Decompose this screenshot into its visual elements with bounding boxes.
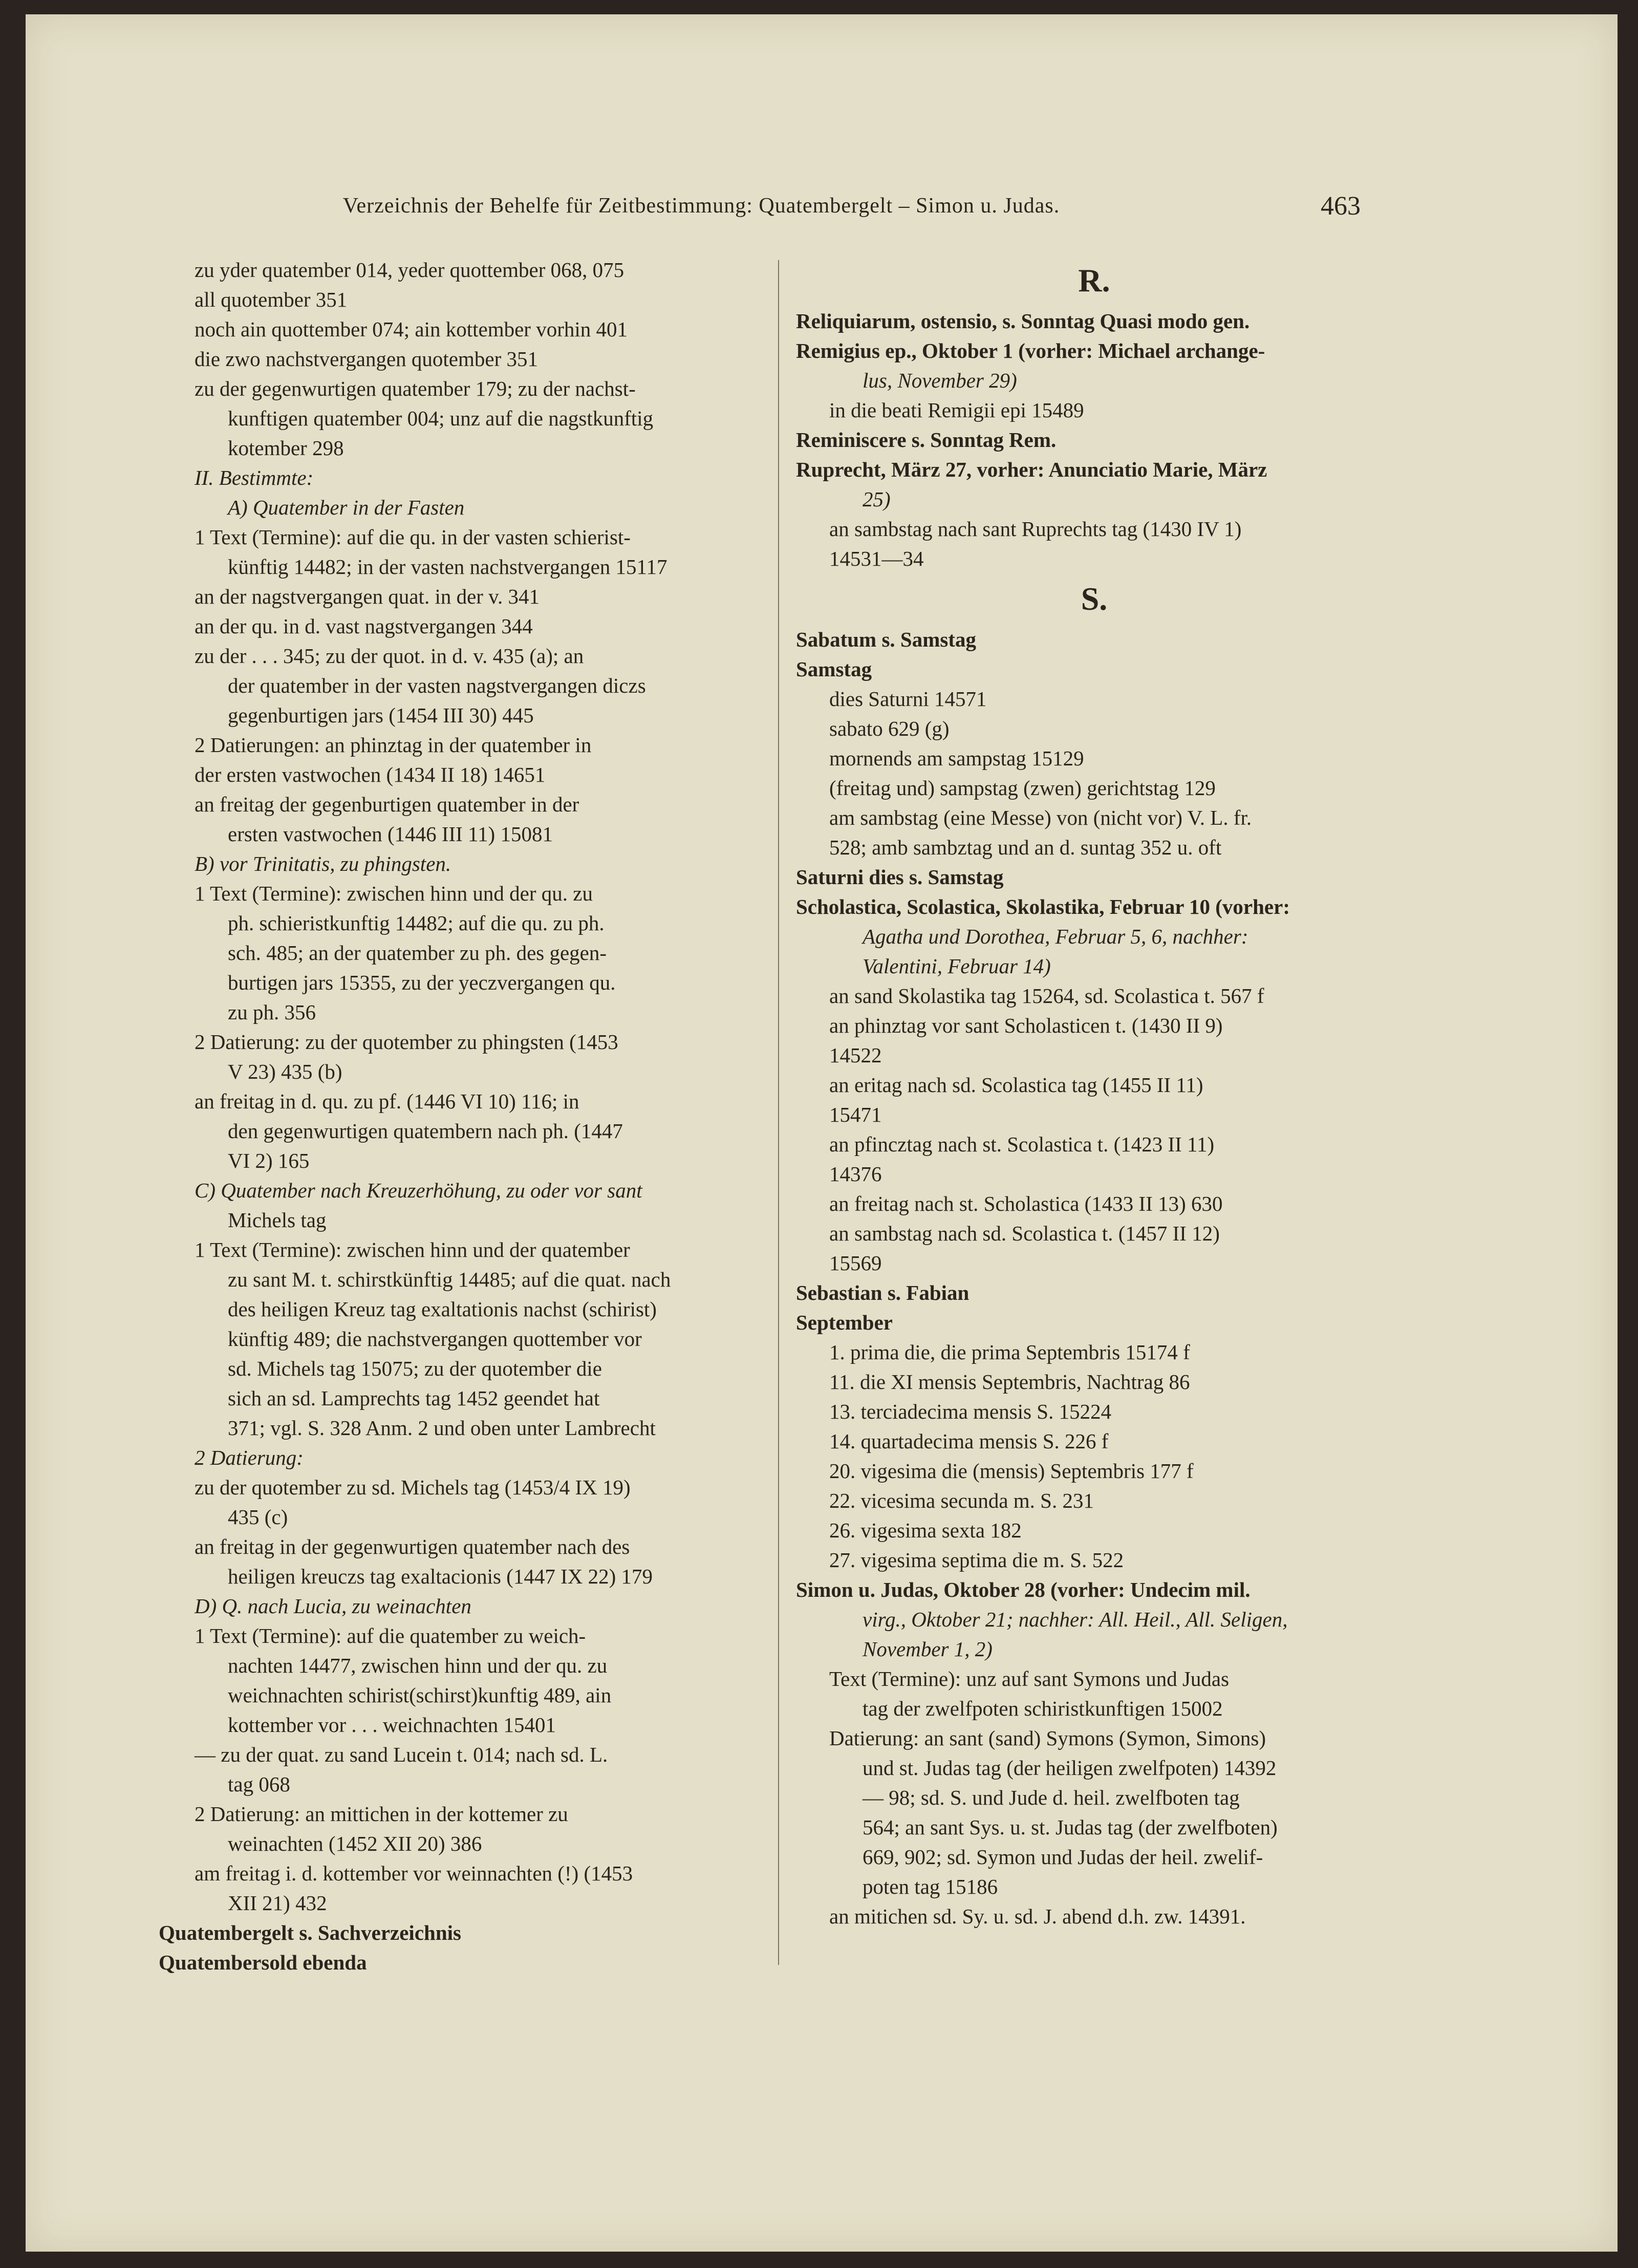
text-line: tag 068: [228, 1772, 290, 1796]
text-line: II. Bestimmte:: [195, 466, 314, 489]
text-line: den gegenwurtigen quatembern nach ph. (1447: [228, 1119, 623, 1143]
text-line: an phinztag vor sant Scholasticen t. (1430 II 9): [829, 1014, 1223, 1037]
text-line: November 1, 2): [863, 1637, 993, 1661]
entry-heading-line: Scholastica, Scolastica, Skolastika, Februar 10 (vorher:: [796, 895, 1290, 918]
text-line: 1 Text (Termine): auf die quatember zu weich-: [195, 1624, 586, 1647]
entry-heading-line: Quatembergelt s. Sachverzeichnis: [159, 1921, 461, 1944]
text-line: tag der zwelfpoten schiristkunftigen 15002: [863, 1697, 1223, 1720]
entry-heading-line: Simon u. Judas, Oktober 28 (vorher: Undecim mil.: [796, 1578, 1251, 1601]
text-line: nachten 14477, zwischen hinn und der qu. zu: [228, 1654, 608, 1677]
text-line: am sambstag (eine Messe) von (nicht vor) V. L. fr.: [829, 806, 1252, 829]
text-line: kunftigen quatember 004; unz auf die nagstkunftig: [228, 406, 654, 430]
text-line: ph. schieristkunftig 14482; auf die qu. zu ph.: [228, 911, 605, 935]
text-line: XII 21) 432: [228, 1891, 327, 1915]
text-line: der ersten vastwochen (1434 II 18) 14651: [195, 763, 546, 786]
text-line: 13. terciadecima mensis S. 15224: [829, 1400, 1112, 1423]
left-column: [159, 255, 778, 1977]
text-line: zu der quotember zu sd. Michels tag (1453/4 IX 19): [195, 1475, 631, 1499]
text-line: 22. vicesima secunda m. S. 231: [829, 1489, 1094, 1512]
text-line: 20. vigesima die (mensis) Septembris 177 f: [829, 1459, 1194, 1483]
text-line: kottember vor . . . weichnachten 15401: [228, 1713, 556, 1737]
text-line: weinachten (1452 XII 20) 386: [228, 1832, 482, 1855]
text-line: sch. 485; an der quatember zu ph. des gegen-: [228, 941, 607, 965]
text-line: 1 Text (Termine): auf die qu. in der vasten schierist-: [195, 525, 631, 549]
entry-heading-line: Ruprecht, März 27, vorher: Anunciatio Marie, März: [796, 458, 1267, 481]
text-line: Agatha und Dorothea, Februar 5, 6, nachher:: [863, 925, 1248, 948]
document-page: [26, 14, 1618, 2252]
text-line: an pfincztag nach st. Scolastica t. (1423 II 11): [829, 1132, 1215, 1156]
text-line: all quotember 351: [195, 288, 348, 311]
text-line: ersten vastwochen (1446 III 11) 15081: [228, 822, 553, 846]
text-line: Michels tag: [228, 1208, 327, 1232]
text-line: 564; an sant Sys. u. st. Judas tag (der zwelfboten): [863, 1815, 1278, 1839]
text-line: mornends am sampstag 15129: [829, 746, 1084, 770]
text-line: 435 (c): [228, 1505, 288, 1529]
text-line: an freitag in der gegenwurtigen quatember nach des: [195, 1535, 630, 1558]
column-divider: [778, 260, 779, 1965]
text-line: zu der gegenwurtigen quatember 179; zu der nachst-: [195, 377, 636, 400]
entry-heading-line: Reminiscere s. Sonntag Rem.: [796, 428, 1057, 452]
text-line: sd. Michels tag 15075; zu der quotember die: [228, 1357, 602, 1380]
text-line: 528; amb sambztag und an d. suntag 352 u. oft: [829, 836, 1222, 859]
page-number: 463: [1321, 191, 1361, 221]
text-line: A) Quatember in der Fasten: [228, 496, 465, 519]
text-line: kotember 298: [228, 436, 344, 460]
text-line: sabato 629 (g): [829, 717, 950, 740]
text-line: 371; vgl. S. 328 Anm. 2 und oben unter Lambrecht: [228, 1416, 656, 1440]
section-letter: S.: [1081, 581, 1108, 617]
text-line: dies Saturni 14571: [829, 687, 987, 711]
entry-heading-line: Samstag: [796, 657, 872, 681]
text-line: 15471: [829, 1103, 882, 1126]
text-line: (freitag und) sampstag (zwen) gerichtstag 129: [829, 776, 1216, 800]
text-line: 14. quartadecima mensis S. 226 f: [829, 1429, 1109, 1453]
text-line: zu sant M. t. schirstkünftig 14485; auf die quat. nach: [228, 1268, 671, 1291]
text-line: an sambstag nach sant Ruprechts tag (1430 IV 1): [829, 517, 1242, 541]
text-line: an freitag nach st. Scholastica (1433 II 13) 630: [829, 1192, 1223, 1215]
text-line: poten tag 15186: [863, 1875, 998, 1898]
text-line: Text (Termine): unz auf sant Symons und Judas: [829, 1667, 1230, 1691]
text-line: 1. prima die, die prima Septembris 15174 f: [829, 1340, 1190, 1364]
text-line: an eritag nach sd. Scolastica tag (1455 II 11): [829, 1073, 1203, 1097]
text-line: die zwo nachstvergangen quotember 351: [195, 347, 538, 371]
text-line: an freitag in d. qu. zu pf. (1446 VI 10) 116; in: [195, 1089, 579, 1113]
text-line: an sambstag nach sd. Scolastica t. (1457 II 12): [829, 1222, 1220, 1245]
text-line: an sand Skolastika tag 15264, sd. Scolastica t. 567 f: [829, 984, 1264, 1008]
text-line: lus, November 29): [863, 369, 1017, 392]
text-line: an mitichen sd. Sy. u. sd. J. abend d.h. zw. 14391.: [829, 1905, 1246, 1928]
text-line: sich an sd. Lamprechts tag 1452 geendet hat: [228, 1386, 600, 1410]
text-line: zu der . . . 345; zu der quot. in d. v. 435 (a); an: [195, 644, 584, 668]
text-line: 14531—34: [829, 547, 924, 570]
entry-heading-line: Sabatum s. Samstag: [796, 628, 976, 651]
text-line: 1 Text (Termine): zwischen hinn und der qu. zu: [195, 882, 593, 905]
text-line: am freitag i. d. kottember vor weinnachten (!) (1453: [195, 1862, 633, 1885]
text-line: 27. vigesima septima die m. S. 522: [829, 1548, 1124, 1572]
text-line: 1 Text (Termine): zwischen hinn und der quatember: [195, 1238, 630, 1261]
entry-heading-line: September: [796, 1311, 893, 1334]
text-line: 2 Datierungen: an phinztag in der quatember in: [195, 733, 592, 757]
text-line: D) Q. nach Lucia, zu weinachten: [195, 1594, 471, 1618]
text-line: 2 Datierung: zu der quotember zu phingsten (1453: [195, 1030, 618, 1054]
text-line: burtigen jars 15355, zu der yeczvergangen qu.: [228, 971, 616, 994]
text-line: VI 2) 165: [228, 1149, 310, 1172]
text-line: heiligen kreuczs tag exaltacionis (1447 IX 22) 179: [228, 1565, 653, 1588]
text-line: V 23) 435 (b): [228, 1060, 342, 1083]
right-column: [796, 255, 1392, 1931]
text-line: C) Quatember nach Kreuzerhöhung, zu oder vor sant: [195, 1179, 642, 1202]
text-line: noch ain quottember 074; ain kottember vorhin 401: [195, 317, 628, 341]
text-line: virg., Oktober 21; nachher: All. Heil., All. Seligen,: [863, 1608, 1288, 1631]
text-line: 26. vigesima sexta 182: [829, 1518, 1022, 1542]
text-line: 15569: [829, 1251, 882, 1275]
text-line: 14376: [829, 1162, 882, 1186]
text-line: — zu der quat. zu sand Lucein t. 014; nach sd. L.: [195, 1743, 608, 1766]
text-line: zu ph. 356: [228, 1000, 316, 1024]
text-line: 25): [863, 487, 891, 511]
text-line: an der qu. in d. vast nagstvergangen 344: [195, 614, 533, 638]
text-line: Datierung: an sant (sand) Symons (Symon, Simons): [829, 1726, 1266, 1750]
running-header: Verzeichnis der Behelfe für Zeitbestimmung: Quatembergelt – Simon u. Judas.: [342, 194, 1060, 218]
text-line: gegenburtigen jars (1454 III 30) 445: [228, 703, 534, 727]
text-line: weichnachten schirist(schirst)kunftig 489, ain: [228, 1683, 612, 1707]
text-line: künftig 14482; in der vasten nachstvergangen 15117: [228, 555, 667, 579]
text-line: 669, 902; sd. Symon und Judas der heil. zwelif-: [863, 1845, 1263, 1869]
text-line: an der nagstvergangen quat. in der v. 341: [195, 585, 540, 608]
text-line: Valentini, Februar 14): [863, 954, 1051, 978]
text-line: B) vor Trinitatis, zu phingsten.: [195, 852, 451, 875]
text-line: des heiligen Kreuz tag exaltationis nachst (schirist): [228, 1297, 657, 1321]
text-line: 14522: [829, 1043, 882, 1067]
text-line: und st. Judas tag (der heiligen zwelfpoten) 14392: [863, 1756, 1277, 1780]
entry-heading-line: Saturni dies s. Samstag: [796, 865, 1004, 889]
text-line: 2 Datierung: an mittichen in der kottemer zu: [195, 1802, 568, 1826]
entry-heading-line: Remigius ep., Oktober 1 (vorher: Michael archange-: [796, 339, 1265, 362]
text-line: 2 Datierung:: [195, 1446, 304, 1469]
text-line: der quatember in der vasten nagstvergangen diczs: [228, 674, 646, 697]
section-letter: R.: [1078, 262, 1110, 298]
text-line: zu yder quatember 014, yeder quottember 068, 075: [195, 258, 624, 282]
text-line: — 98; sd. S. und Jude d. heil. zwelfboten tag: [863, 1786, 1240, 1809]
entry-heading-line: Quatembersold ebenda: [159, 1951, 367, 1974]
entry-heading-line: Reliquiarum, ostensio, s. Sonntag Quasi modo gen.: [796, 309, 1250, 333]
text-line: künftig 489; die nachstvergangen quottember vor: [228, 1327, 642, 1351]
text-line: 11. die XI mensis Septembris, Nachtrag 86: [829, 1370, 1190, 1394]
entry-heading-line: Sebastian s. Fabian: [796, 1281, 969, 1304]
text-line: an freitag der gegenburtigen quatember in der: [195, 793, 579, 816]
text-line: in die beati Remigii epi 15489: [829, 398, 1084, 422]
